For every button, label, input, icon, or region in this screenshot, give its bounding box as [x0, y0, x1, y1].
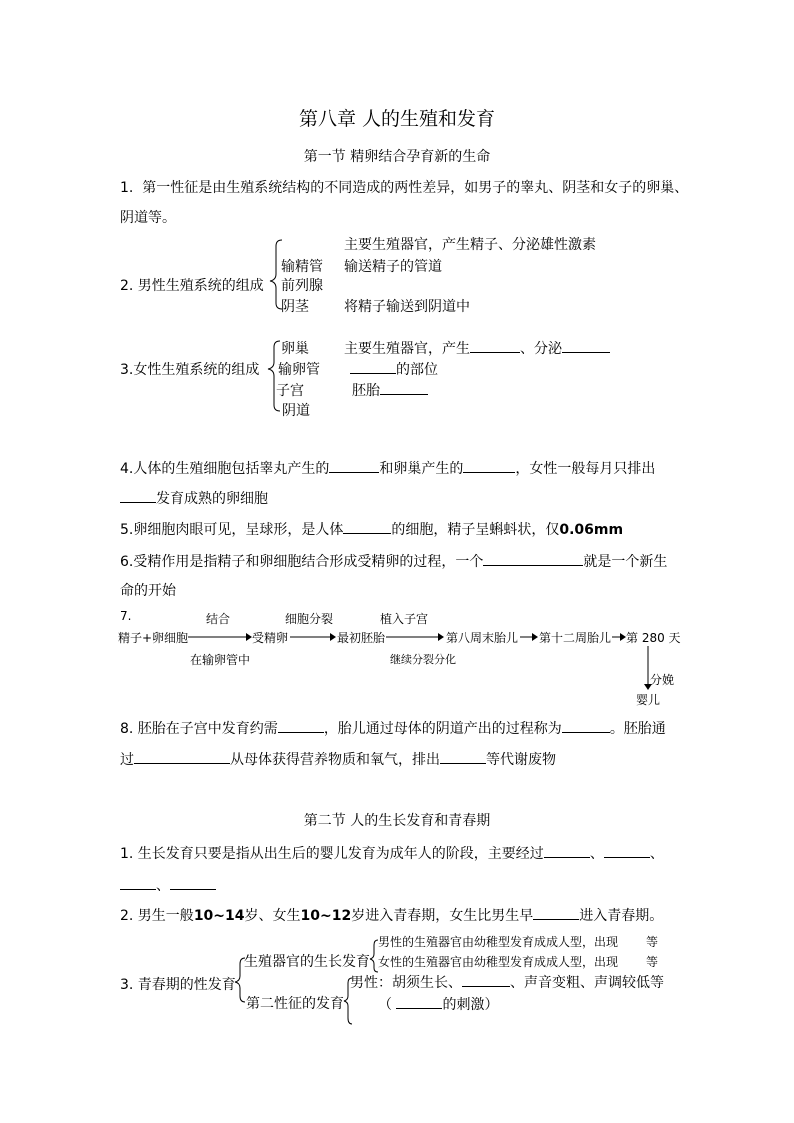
q8-line2 [120, 749, 556, 769]
q7-below-1: 在输卵管中 [190, 653, 251, 667]
q3-label: 3.女性生殖系统的组成 [120, 362, 260, 378]
q2-label: 2. 男性生殖系统的组成 [120, 278, 264, 294]
s2-q2-age1: 10~14 [193, 908, 245, 924]
female-desc-1b: 、分泌 [520, 341, 562, 357]
male-organ-1: 输精管 [281, 259, 323, 275]
q5 [120, 519, 623, 539]
blank[interactable] [462, 973, 510, 987]
s2-q1-line1 [120, 843, 664, 863]
s2-q1-sep2: 、 [649, 846, 664, 862]
q6-b: 就是一个新生 [583, 554, 668, 570]
male-desc-3: 将精子输送到阴道中 [344, 299, 470, 315]
q7-end: 婴儿 [636, 693, 661, 707]
q7-stage-5: 第 280 天 [626, 631, 681, 645]
female-desc-3 [352, 380, 428, 400]
s2-q3-label: 3. 青春期的性发育 [120, 977, 236, 993]
q5-b: 的细胞，精子呈蝌蚪状，仅 [391, 522, 560, 538]
female-desc-1a: 主要生殖器官，产生 [344, 341, 470, 357]
q1-text: 第一性征是由生殖系统结构的不同造成的两性差异，如男子的睾丸、阴茎和女子的卵巢、 [142, 180, 689, 196]
s2-q3-branch2: 第二性征的发育 [246, 996, 344, 1012]
q1-num: 1. [120, 180, 134, 196]
blank[interactable] [343, 520, 391, 534]
q8-line1 [120, 718, 666, 738]
blank[interactable] [470, 339, 520, 353]
s2-q3-stim [378, 994, 498, 1014]
q5-size: 0.06mm [559, 522, 624, 538]
s2-q3-b1l1: 男性的生殖器官由幼稚型发育成成人型，出现 [378, 935, 619, 949]
q4-c: ，女性一般每月只排出 [515, 461, 656, 477]
male-organ-2: 前列腺 [281, 278, 323, 294]
blank[interactable] [120, 876, 156, 890]
q4-d: 发育成熟的卵细胞 [156, 491, 268, 507]
blank[interactable] [329, 459, 379, 473]
section2-heading: 第二节 人的生长发育和青春期 [303, 813, 491, 829]
q7-stage-1: 受精卵 [252, 631, 289, 645]
q6-line1 [120, 551, 667, 571]
q4-line2 [120, 488, 268, 508]
q1-line1 [120, 177, 688, 197]
s2-q3-stim-text: 的刺激） [442, 997, 499, 1013]
female-organ-4: 阴道 [282, 403, 310, 419]
blank[interactable] [350, 360, 396, 374]
s2-q1-a: 1. 生长发育只要是指从出生后的婴儿发育为成年人的阶段，主要经过 [120, 846, 544, 862]
q8-e: 从母体获得营养物质和氧气，排出 [230, 752, 440, 768]
q7-stage-4: 第十二周胎儿 [539, 631, 612, 645]
q6-a: 6.受精作用是指精子和卵细胞结合形成受精卵的过程，一个 [120, 554, 484, 570]
q7-stage-3: 第八周末胎儿 [446, 631, 519, 645]
q7-above-2: 细胞分裂 [285, 612, 334, 626]
blank[interactable] [533, 906, 579, 920]
s2-q3-male-b: 、声音变粗、声调较低等 [510, 975, 664, 991]
blank[interactable] [604, 844, 650, 858]
organ-brace [370, 940, 378, 972]
q8-b: ，胎儿通过母体的阴道产出的过程称为 [323, 721, 562, 737]
blank[interactable] [170, 876, 216, 890]
q8-f: 等代谢废物 [486, 752, 556, 768]
q7-above-3: 植入子宫 [380, 612, 429, 626]
q7-below-3: 继续分裂分化 [390, 653, 456, 666]
blank[interactable] [380, 381, 428, 395]
blank[interactable] [278, 719, 324, 733]
s2-q3-paren: （ [378, 997, 392, 1013]
section1-heading: 第一节 精卵结合孕育新的生命 [303, 149, 491, 165]
s2-q2-d: 进入青春期。 [579, 908, 664, 924]
female-organ-2: 输卵管 [278, 362, 320, 378]
s2-q2-c: 岁进入青春期，女生比男生早 [351, 908, 534, 924]
blank[interactable] [562, 719, 610, 733]
blank[interactable] [463, 459, 515, 473]
female-organ-1: 卵巢 [281, 341, 309, 357]
s2-q1-sep3: 、 [156, 878, 170, 894]
q7-above-1: 结合 [206, 612, 231, 626]
q4-a: 4.人体的生殖细胞包括睾丸产生的 [120, 461, 330, 477]
q1-line2: 阴道等。 [120, 210, 176, 226]
female-desc-3-text: 胚胎 [352, 383, 380, 399]
female-desc-2 [350, 359, 438, 379]
s2-q1-sep1: 、 [589, 846, 604, 862]
q7-num: 7. [120, 609, 132, 623]
male-organ-3: 阴茎 [281, 299, 309, 315]
blank[interactable] [483, 552, 583, 566]
s2-q3-b1l2e: 等 [646, 955, 659, 969]
q6-line2: 命的开始 [120, 583, 176, 599]
female-desc-1 [344, 338, 610, 358]
blank[interactable] [120, 489, 156, 503]
blank[interactable] [544, 844, 590, 858]
blank[interactable] [440, 750, 486, 764]
s2-q2-b: 岁、女生 [244, 908, 301, 924]
blank[interactable] [134, 750, 230, 764]
s2-q2-age2: 10~12 [300, 908, 352, 924]
male-desc-1: 主要生殖器官，产生精子、分泌雄性激素 [344, 237, 596, 253]
q8-d: 过 [120, 752, 134, 768]
blank[interactable] [396, 995, 442, 1009]
q5-a: 5.卵细胞肉眼可见，呈球形，是人体 [120, 522, 344, 538]
s2-q3-male [350, 972, 664, 992]
s2-q3-branch1: 生殖器官的生长发育 [244, 954, 370, 970]
q8-a: 8. 胚胎在子宫中发育约需 [120, 721, 278, 737]
s2-q2 [120, 905, 663, 925]
s2-q3-male-a: 男性：胡须生长、 [350, 975, 462, 991]
q7-stage-2: 最初胚胎 [337, 631, 386, 645]
s2-q2-a: 2. 男生一般 [120, 908, 194, 924]
q4-line1 [120, 458, 655, 478]
s2-q3-b1l1e: 等 [646, 935, 659, 949]
blank[interactable] [562, 339, 610, 353]
female-desc-2-text: 的部位 [396, 362, 438, 378]
q4-b: 和卵巢产生的 [379, 461, 464, 477]
q7-start: 精子+卵细胞 [118, 631, 189, 645]
page-title: 第八章 人的生殖和发育 [298, 108, 496, 130]
female-organ-3: 子宫 [276, 383, 304, 399]
q8-c: 。胚胎通 [609, 721, 666, 737]
s2-q1-line2 [120, 875, 216, 895]
q7-down-label: 分娩 [650, 673, 675, 687]
male-desc-2: 输送精子的管道 [344, 259, 442, 275]
s2-q3-b1l2: 女性的生殖器官由幼稚型发育成成人型，出现 [378, 955, 619, 969]
